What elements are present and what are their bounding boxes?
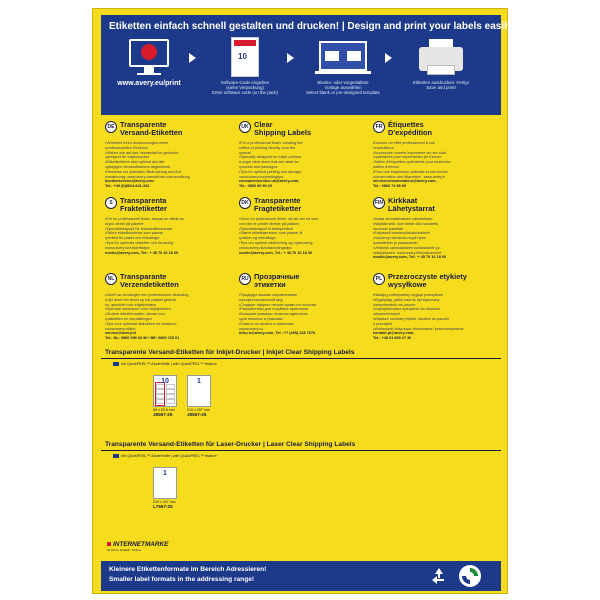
bullet: • For a professional finish, creating the (239, 141, 367, 146)
product-j8567-1 (187, 375, 217, 417)
lang-block-uk (239, 121, 367, 189)
contact-phone: Tel.: 0800 74 58 99 (373, 184, 406, 189)
product-code: L7567-25 (153, 504, 173, 509)
bullet: • suoraan pakettiin (373, 227, 501, 232)
language-badge: RU (239, 273, 251, 285)
laser-section (101, 441, 501, 531)
language-badge: DE (105, 121, 117, 133)
bullet: • Tips om optimal udskrivning og opbevaring: (239, 241, 367, 246)
bullet-list (239, 293, 367, 331)
contact-phone: Tel.: +49 (0)8024-641-342 (105, 184, 150, 189)
bullet: • Большие размеры этикеток идеальны (239, 312, 367, 317)
lang-title: Transparenta Fraktetiketter (120, 196, 167, 213)
bullet: • bezpośrednio na paczce (373, 303, 501, 308)
label-sheet-icon (153, 467, 177, 499)
bullet: • Zaprojektowane specjalnie do drukarek (373, 307, 501, 312)
bullet: • www.avery.eu/printingtips (239, 175, 367, 180)
bullet: • om der er printet direkte på pakken (239, 222, 367, 227)
lang-block-dk (239, 197, 367, 265)
bullet: • Näyttää siltä, kuin teksti olisi tulostettu (373, 222, 501, 227)
footer-banner (101, 561, 501, 591)
bullet: • Tips för optimala utskrifter och förvaring: (105, 241, 233, 246)
contact-email[interactable]: kontakt-pl@avery.com, (373, 331, 415, 336)
contact-email[interactable]: service@avery.nl (105, 331, 136, 336)
lang-title: Transparente Versand-Etiketten (120, 120, 183, 137)
step-url[interactable]: www.avery.eu/print (117, 80, 181, 87)
bullet: • Grotere etiketformaten, ideaal voor (105, 312, 233, 317)
footer-line-2: Smaller label formats in the addressing range! (109, 575, 255, 583)
contact-email[interactable]: nordic@avery.com, Tel.: + 45 70 10 18 00 (373, 255, 447, 260)
quickpeel-icon (113, 454, 119, 458)
language-badge: NL (105, 273, 117, 285)
monitor-icon (119, 37, 179, 77)
bullet: • atramentowych (373, 312, 501, 317)
label-pack-icon (215, 37, 275, 77)
bullet: • Etikettenfarbe sind optimal auf alle (105, 160, 233, 165)
bullet-list (239, 217, 367, 251)
laptop-icon (313, 37, 373, 77)
lang-title: Étiquettes D'expédition (388, 120, 433, 137)
lang-title: Kirkkaat Lähetystarrat (388, 196, 435, 213)
bullet: • Speciaal ontworpen voor inkjetprinters (105, 307, 233, 312)
contact-email[interactable]: consumerservice-uk@avery.com, (239, 179, 300, 184)
bullet: • säilytykseen: www.avery.fi/tulostusvinkit (373, 251, 501, 256)
bullet: • Wskazówki dotyczące drukowania i przechowywania: (373, 327, 501, 332)
bullet: • Giver en professionel finish, så det ser ud som (239, 217, 367, 222)
contact-phone: Tel.: 0800 80 50 20 (239, 184, 272, 189)
bullet: • Wyglądają, jakby nadruk był wykonany (373, 298, 501, 303)
product-sheet (92, 8, 516, 594)
bullet: • Hinweise zur optimalen Bedruckung und Auf- (105, 170, 233, 175)
lang-block-s (105, 197, 233, 265)
bullet: • bewahrung: www.avery-zweckform.com/anleitung (105, 175, 233, 180)
label-count: 10 (161, 378, 169, 385)
internetmarke-logo (107, 541, 179, 557)
bullet: • www.avery.ru (239, 327, 367, 332)
bullet: • Lijkt alsof het direct op het pakket gedrukt (105, 298, 233, 303)
contact-phone: Tel.: NL: 0800 099 33 90 / BE: 0800 725 01 (105, 336, 180, 341)
bullet: • is, geschikt voor inkjetprinters (105, 303, 233, 308)
step-website (109, 37, 189, 109)
bullet: • optimisées pour imprimantes jet d'encre (373, 155, 501, 160)
language-badge: PL (373, 273, 385, 285)
contact-email[interactable]: serviceconsommateur@avery.com, (373, 179, 437, 184)
contact-email[interactable]: info-ru@avery.com, Tel.: +7 (495) 228 7676 (239, 331, 316, 336)
bullet: • effect of printing directly onto the (239, 146, 367, 151)
bullet: • Geeft uw zendingen een professionele uitstraling (105, 293, 233, 298)
bullet: • Создают эффект печати прямо на посылке (239, 303, 367, 308)
steps-row (109, 37, 495, 109)
language-badge: DK (239, 197, 251, 209)
bullet-list (373, 293, 501, 331)
inkjet-section (101, 349, 501, 439)
lang-block-nl (105, 273, 233, 341)
printer-icon (411, 37, 471, 77)
lang-title: Transparente Fragtetiketter (254, 196, 302, 213)
instructions-banner (101, 15, 516, 115)
bullet: • Придадут вашим отправлениям (239, 293, 367, 298)
bullet: • gängigen Versandkartons abgestimmt (105, 165, 233, 170)
product-code: J8567-25 (187, 412, 207, 417)
bullet: • Советы по печати и хранению: (239, 322, 367, 327)
step-print (401, 37, 481, 109)
language-badge: UK (239, 121, 251, 133)
bullet: • Pour une impression optimale et une bonne (373, 170, 501, 175)
footer-text (109, 565, 266, 584)
bullet: • Antaa ammattimaisen vaikutelman (373, 217, 501, 222)
bullet: • Donnez un effet professionnel à vos (373, 141, 501, 146)
contact-phone: Tel.: +48 61 899 27 40 (373, 336, 412, 341)
step-template (303, 37, 383, 109)
green-dot-icon (459, 565, 481, 587)
contact-email[interactable]: kundenservice@avery.com (105, 179, 154, 184)
bullet: • geeignet für Inkjetdrucker (105, 155, 233, 160)
inkjet-subtitle-text: mit QuickPEEL™ Abziehhilfe | with QuickPEEL™ feature (121, 362, 217, 366)
lang-title: Transparante Verzendetiketten (120, 272, 179, 289)
bullet-list (373, 217, 501, 255)
bullet: • Wirken wie auf das Versandstück gedruckt, (105, 151, 233, 156)
bullet: • Разработаны для струйных принтеров (239, 307, 367, 312)
pack-number: 10 (238, 52, 247, 61)
bullet-list (239, 141, 367, 179)
bullet: • conservation des étiquettes : www.avery.fr (373, 175, 501, 180)
bullet: • Nadają profesjonalny wygląd przesyłkom (373, 293, 501, 298)
footer-line-1: Kleinere Etikettenformate im Bereich Adressieren! (109, 566, 267, 573)
bullet: • Larger label sizes that are ideal for (239, 160, 367, 165)
step-code (205, 37, 285, 109)
bullet: • Større etiketstørrelser, som passer til (239, 231, 367, 236)
lang-block-pl (373, 273, 501, 341)
lang-block-fin (373, 197, 501, 265)
lang-title: Прозрачные этикетки (254, 272, 300, 289)
arrow-icon (287, 53, 294, 63)
internetmarke-wordmark: INTERNETMARKE (107, 541, 179, 548)
bullet: • Specialdesignet til blækprintere (239, 227, 367, 232)
arrow-icon (189, 53, 196, 63)
step-caption: Blanko- oder vorgestaltete Vorlage auswählen Select blank or pre-designed template (306, 80, 380, 96)
bullet: • www.avery.nl/tips (105, 327, 233, 332)
bullet: • www.avery.dk/udskrivningstips (239, 246, 367, 251)
bullet: • Tips for optimal printing and storage: (239, 170, 367, 175)
bullet: • pakketten en verpakkingen (105, 317, 233, 322)
label-sheet-icon (153, 375, 177, 407)
contact-email[interactable]: nordic@avery.com, Tel.: + 45 70 10 18 00 (105, 250, 179, 255)
bullet: • Erityisesti mustesuihkutulostimiin (373, 231, 501, 236)
product-code: J8567-25 (153, 412, 173, 417)
bullet: • tryck direkt på paketet (105, 222, 233, 227)
bullet: • www.avery.se/utskriftstips (105, 246, 233, 251)
inkjet-subtitle (101, 362, 501, 366)
recycle-icon (429, 565, 449, 585)
product-l7567-1 (153, 467, 183, 509)
lang-block-ru (239, 273, 367, 341)
internetmarke-tagline: Ihr Porto. Einfach. Online. (107, 548, 142, 552)
laser-subtitle-text: mit QuickPEEL™ Abziehhilfe | with QuickPEEL™ feature (121, 454, 217, 458)
bullet: • professionellen Eindruck (105, 146, 233, 151)
label-sheet-icon (187, 375, 211, 407)
bullet: • Tips voor optimaal afdrukken en bewaren: (105, 322, 233, 327)
arrow-icon (385, 53, 392, 63)
language-badge: FR (373, 121, 385, 133)
bullet: • Specially designed for inkjet printers (239, 155, 367, 160)
lang-title: Clear Shipping Labels (254, 120, 312, 137)
banner-title: Etiketten einfach schnell gestalten und drucken! | Design and print your labels easily! (109, 21, 516, 32)
bullet: • Accessoire comme imprimerie sur les colis, (373, 151, 501, 156)
bullet-list (105, 293, 233, 331)
label-dimensions: 96 x 50.8 mm (153, 408, 175, 412)
language-grid (105, 121, 501, 343)
bullet: • perfekt för paket och emballage (105, 236, 233, 241)
bullet: • pakker og emballage (239, 236, 367, 241)
bullet-list (105, 141, 233, 179)
bullet: • För en professionell finish, skapar en effekt av (105, 217, 233, 222)
contact-email[interactable]: nordic@avery.com, Tel.: + 45 70 10 18 00 (239, 250, 313, 255)
laser-title: Transparente Versand-Etiketten für Laser-Drucker | Laser Clear Shipping Labels (105, 441, 356, 448)
label-count: 1 (197, 378, 201, 385)
bullet: • профессиональный вид (239, 298, 367, 303)
step-caption: Software-Code eingeben (siehe Verpackung) Enter software code (on the pack) (212, 80, 278, 96)
lang-block-fr (373, 121, 501, 189)
bullet: • Tailles d'étiquettes optimisées pour toutes les (373, 160, 501, 165)
language-badge: S (105, 197, 117, 209)
bullet: • i przesyłek (373, 322, 501, 327)
language-badge: FIN (373, 197, 385, 209)
step-caption: Etiketten ausdrucken. Fertig! Save and print! (413, 80, 469, 91)
bullet: • Vinkkejä optimaaliseen tulostukseen ja (373, 246, 501, 251)
bullet: • Verleihen Ihren Aussendungen einen (105, 141, 233, 146)
lang-title: Przezroczyste etykiety wysyłkowe (388, 272, 467, 289)
label-dimensions: 210 x 297 mm (153, 500, 176, 504)
product-j8567-10 (153, 375, 183, 417)
bullet: • Specialdesignad för bläckstråleskrivare (105, 227, 233, 232)
bullet: • Större etikettstorlekar som passar (105, 231, 233, 236)
bullet: • paketteihin ja pakkauksiin (373, 241, 501, 246)
label-count: 1 (163, 470, 167, 477)
bullet: • expéditions (373, 146, 501, 151)
bullet: • Suurempi tarrakoko sopii hyvin (373, 236, 501, 241)
bullet: • Większe rozmiary etykiet, idealne do paczek (373, 317, 501, 322)
inkjet-title: Transparente Versand-Etiketten für Inkjet-Drucker | Inkjet Clear Shipping Labels (105, 349, 355, 356)
quickpeel-icon (113, 362, 119, 366)
label-dimensions: 210 x 297 mm (187, 408, 210, 412)
bullet: • для посылок и упаковки (239, 317, 367, 322)
bullet-list (373, 141, 501, 179)
lang-block-de (105, 121, 233, 189)
bullet: • tailles d'envois (373, 165, 501, 170)
bullet: • parcel (239, 151, 367, 156)
bullet-list (105, 217, 233, 251)
bullet: • parcels and packages (239, 165, 367, 170)
laser-subtitle (101, 454, 501, 458)
